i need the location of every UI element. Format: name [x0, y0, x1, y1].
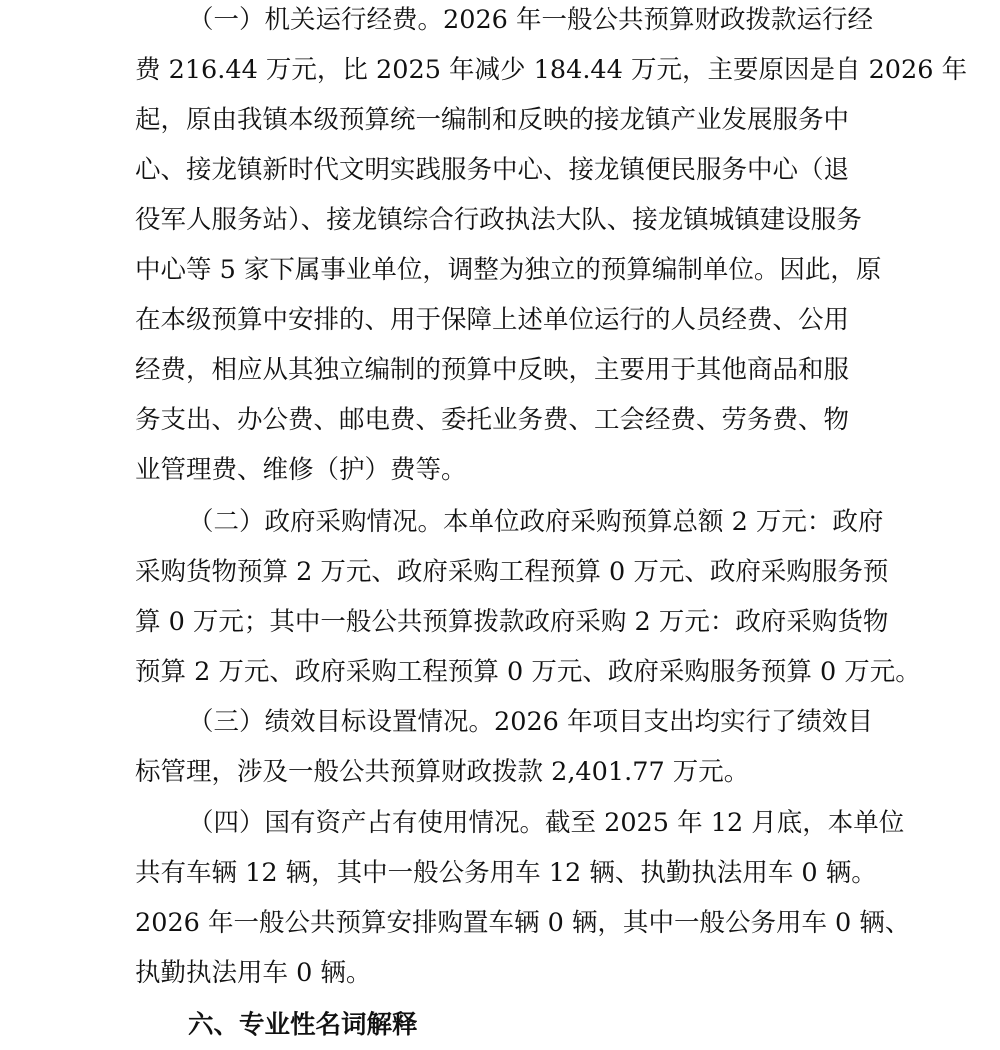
para-line: 起，原由我镇本级预算统一编制和反映的接龙镇产业发展服务中: [135, 105, 850, 135]
para-line: （三）绩效目标设置情况。2026 年项目支出均实行了绩效目: [188, 707, 874, 737]
para-line: 务支出、办公费、邮电费、委托业务费、工会经费、劳务费、物: [135, 405, 850, 435]
para-line: 采购货物预算 2 万元、政府采购工程预算 0 万元、政府采购服务预: [135, 557, 889, 587]
para-line: （四）国有资产占有使用情况。截至 2025 年 12 月底，本单位: [188, 808, 905, 838]
para-line: 在本级预算中安排的、用于保障上述单位运行的人员经费、公用: [135, 305, 850, 335]
para-line: 算 0 万元；其中一般公共预算拨款政府采购 2 万元：政府采购货物: [135, 607, 889, 637]
para-line: （一）机关运行经费。2026 年一般公共预算财政拨款运行经: [188, 5, 874, 35]
para-line: 心、接龙镇新时代文明实践服务中心、接龙镇便民服务中心（退: [135, 155, 850, 185]
para-line: 标管理，涉及一般公共预算财政拨款 2,401.77 万元。: [135, 757, 750, 787]
para-line: 预算 2 万元、政府采购工程预算 0 万元、政府采购服务预算 0 万元。: [135, 657, 921, 687]
para-line: 2026 年一般公共预算安排购置车辆 0 辆，其中一般公务用车 0 辆、: [135, 908, 911, 938]
section-heading: 六、专业性名词解释: [188, 1010, 418, 1040]
para-line: 役军人服务站）、接龙镇综合行政执法大队、接龙镇城镇建设服务: [135, 205, 862, 235]
para-line: 中心等 5 家下属事业单位，调整为独立的预算编制单位。因此，原: [135, 255, 882, 285]
para-line: 费 216.44 万元，比 2025 年减少 184.44 万元，主要原因是自 2026 年: [135, 55, 968, 85]
para-line: 业管理费、维修（护）费等。: [135, 455, 467, 485]
para-line: 经费，相应从其独立编制的预算中反映，主要用于其他商品和服: [135, 355, 850, 385]
para-line: （二）政府采购情况。本单位政府采购预算总额 2 万元：政府: [188, 507, 884, 537]
para-line: 共有车辆 12 辆，其中一般公务用车 12 辆、执勤执法用车 0 辆。: [135, 858, 877, 888]
para-line: 执勤执法用车 0 辆。: [135, 958, 372, 988]
